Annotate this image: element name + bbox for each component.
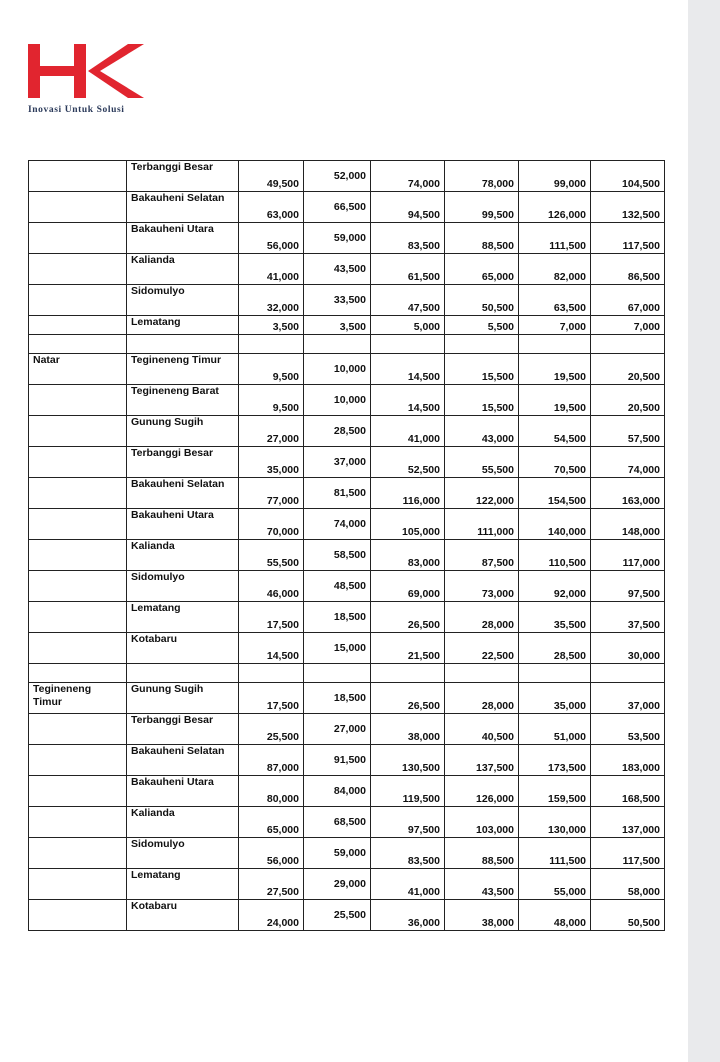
- tariff-value-cell: 78,000: [445, 161, 519, 192]
- tariff-value-cell: 20,500: [591, 354, 665, 385]
- tariff-value-cell: 37,000: [304, 447, 371, 478]
- destination-cell: Lematang: [127, 316, 239, 335]
- tariff-value-cell: 137,000: [591, 807, 665, 838]
- tariff-value-cell: 52,500: [371, 447, 445, 478]
- tariff-value-cell: 43,000: [445, 416, 519, 447]
- origin-cell: [29, 633, 127, 664]
- tariff-value-cell: 59,000: [304, 838, 371, 869]
- tariff-value-cell: 48,500: [304, 571, 371, 602]
- tariff-value-cell: 70,500: [519, 447, 591, 478]
- table-row: [29, 571, 665, 602]
- tariff-value-cell: 84,000: [304, 776, 371, 807]
- tariff-value-cell: 87,000: [239, 745, 304, 776]
- tariff-value-cell: 41,000: [371, 416, 445, 447]
- tariff-value-cell: 119,500: [371, 776, 445, 807]
- tariff-value-cell: 15,500: [445, 354, 519, 385]
- empty-cell: [591, 664, 665, 683]
- tariff-value-cell: 183,000: [591, 745, 665, 776]
- tariff-value-cell: 69,000: [371, 571, 445, 602]
- tariff-value-cell: 56,000: [239, 223, 304, 254]
- destination-cell: Terbanggi Besar: [127, 447, 239, 478]
- tariff-value-cell: 132,500: [591, 192, 665, 223]
- tariff-value-cell: 9,500: [239, 385, 304, 416]
- tariff-value-cell: 148,000: [591, 509, 665, 540]
- tariff-value-cell: 111,000: [445, 509, 519, 540]
- tariff-value-cell: 33,500: [304, 285, 371, 316]
- table-row: [29, 192, 665, 223]
- origin-cell: [29, 838, 127, 869]
- empty-cell: [304, 335, 371, 354]
- origin-cell: [29, 540, 127, 571]
- destination-cell: Gunung Sugih: [127, 416, 239, 447]
- empty-cell: [304, 664, 371, 683]
- origin-cell: [29, 869, 127, 900]
- origin-cell: [29, 285, 127, 316]
- tariff-value-cell: 103,000: [445, 807, 519, 838]
- destination-cell: Tegineneng Barat: [127, 385, 239, 416]
- tariff-value-cell: 26,500: [371, 602, 445, 633]
- tariff-value-cell: 126,000: [445, 776, 519, 807]
- tariff-value-cell: 111,500: [519, 838, 591, 869]
- tariff-value-cell: 81,500: [304, 478, 371, 509]
- tariff-value-cell: 140,000: [519, 509, 591, 540]
- empty-cell: [127, 335, 239, 354]
- origin-cell: [29, 478, 127, 509]
- tariff-value-cell: 55,500: [445, 447, 519, 478]
- destination-cell: Kalianda: [127, 540, 239, 571]
- tariff-value-cell: 66,500: [304, 192, 371, 223]
- table-row: [29, 745, 665, 776]
- tariff-value-cell: 47,500: [371, 285, 445, 316]
- destination-cell: Bakauheni Utara: [127, 223, 239, 254]
- tariff-value-cell: 117,500: [591, 838, 665, 869]
- tariff-value-cell: 3,500: [304, 316, 371, 335]
- tariff-value-cell: 159,500: [519, 776, 591, 807]
- tariff-value-cell: 18,500: [304, 602, 371, 633]
- tariff-value-cell: 41,000: [239, 254, 304, 285]
- tariff-value-cell: 22,500: [445, 633, 519, 664]
- empty-cell: [29, 664, 127, 683]
- group-spacer-row: [29, 664, 665, 683]
- tariff-value-cell: 14,500: [371, 385, 445, 416]
- tariff-value-cell: 19,500: [519, 385, 591, 416]
- table-row: [29, 254, 665, 285]
- table-row: [29, 807, 665, 838]
- tariff-value-cell: 99,000: [519, 161, 591, 192]
- destination-cell: Lematang: [127, 602, 239, 633]
- table-row: [29, 223, 665, 254]
- origin-cell: [29, 714, 127, 745]
- empty-cell: [371, 335, 445, 354]
- tariff-value-cell: 21,500: [371, 633, 445, 664]
- table-row: [29, 385, 665, 416]
- table-row: [29, 540, 665, 571]
- tariff-value-cell: 80,000: [239, 776, 304, 807]
- table-row: [29, 416, 665, 447]
- tariff-value-cell: 73,000: [445, 571, 519, 602]
- tariff-value-cell: 43,500: [445, 869, 519, 900]
- tariff-value-cell: 25,500: [304, 900, 371, 931]
- origin-cell: [29, 316, 127, 335]
- tariff-value-cell: 86,500: [591, 254, 665, 285]
- origin-cell: [29, 807, 127, 838]
- origin-cell: [29, 223, 127, 254]
- origin-cell: [29, 776, 127, 807]
- destination-cell: Terbanggi Besar: [127, 161, 239, 192]
- tariff-value-cell: 28,000: [445, 683, 519, 714]
- origin-cell: [29, 416, 127, 447]
- tariff-value-cell: 59,000: [304, 223, 371, 254]
- destination-cell: Kalianda: [127, 807, 239, 838]
- tariff-value-cell: 130,500: [371, 745, 445, 776]
- tariff-value-cell: 27,500: [239, 869, 304, 900]
- tariff-value-cell: 65,000: [239, 807, 304, 838]
- tariff-value-cell: 83,000: [371, 540, 445, 571]
- tariff-value-cell: 63,000: [239, 192, 304, 223]
- tariff-value-cell: 56,000: [239, 838, 304, 869]
- tariff-value-cell: 74,000: [371, 161, 445, 192]
- tariff-value-cell: 49,500: [239, 161, 304, 192]
- tariff-value-cell: 74,000: [304, 509, 371, 540]
- tariff-value-cell: 55,500: [239, 540, 304, 571]
- tariff-value-cell: 26,500: [371, 683, 445, 714]
- tariff-value-cell: 99,500: [445, 192, 519, 223]
- empty-cell: [445, 335, 519, 354]
- empty-cell: [127, 664, 239, 683]
- tariff-value-cell: 83,500: [371, 838, 445, 869]
- destination-cell: Bakauheni Utara: [127, 776, 239, 807]
- table-row: [29, 602, 665, 633]
- tariff-value-cell: 25,500: [239, 714, 304, 745]
- tariff-value-cell: 10,000: [304, 385, 371, 416]
- table-row: [29, 869, 665, 900]
- tariff-value-cell: 111,500: [519, 223, 591, 254]
- table-row: [29, 714, 665, 745]
- origin-cell: [29, 602, 127, 633]
- destination-cell: Lematang: [127, 869, 239, 900]
- destination-cell: Bakauheni Selatan: [127, 192, 239, 223]
- tariff-value-cell: 48,000: [519, 900, 591, 931]
- origin-cell: Natar: [29, 354, 127, 385]
- tariff-value-cell: 65,000: [445, 254, 519, 285]
- table-row: [29, 354, 665, 385]
- tariff-value-cell: 116,000: [371, 478, 445, 509]
- tariff-value-cell: 30,000: [591, 633, 665, 664]
- destination-cell: Kotabaru: [127, 900, 239, 931]
- tariff-value-cell: 67,000: [591, 285, 665, 316]
- tariff-value-cell: 88,500: [445, 838, 519, 869]
- tariff-value-cell: 168,500: [591, 776, 665, 807]
- table-row: [29, 776, 665, 807]
- table-row: [29, 285, 665, 316]
- destination-cell: Bakauheni Utara: [127, 509, 239, 540]
- tariff-value-cell: 97,500: [371, 807, 445, 838]
- tariff-value-cell: 58,500: [304, 540, 371, 571]
- tariff-value-cell: 94,500: [371, 192, 445, 223]
- origin-cell: [29, 447, 127, 478]
- table-row: [29, 161, 665, 192]
- tariff-value-cell: 38,000: [371, 714, 445, 745]
- empty-cell: [29, 335, 127, 354]
- tariff-value-cell: 15,000: [304, 633, 371, 664]
- tariff-value-cell: 10,000: [304, 354, 371, 385]
- tariff-value-cell: 28,500: [304, 416, 371, 447]
- tariff-value-cell: 55,000: [519, 869, 591, 900]
- table-row: [29, 316, 665, 335]
- tariff-value-cell: 14,500: [371, 354, 445, 385]
- destination-cell: Bakauheni Selatan: [127, 745, 239, 776]
- tariff-value-cell: 9,500: [239, 354, 304, 385]
- destination-cell: Bakauheni Selatan: [127, 478, 239, 509]
- tariff-value-cell: 38,000: [445, 900, 519, 931]
- empty-cell: [239, 664, 304, 683]
- tariff-value-cell: 14,500: [239, 633, 304, 664]
- tariff-value-cell: 7,000: [519, 316, 591, 335]
- tariff-value-cell: 137,500: [445, 745, 519, 776]
- tariff-value-cell: 37,500: [591, 602, 665, 633]
- destination-cell: Terbanggi Besar: [127, 714, 239, 745]
- table-row: [29, 838, 665, 869]
- table-row: [29, 683, 665, 714]
- origin-cell: [29, 571, 127, 602]
- table-row: [29, 900, 665, 931]
- tariff-value-cell: 117,000: [591, 540, 665, 571]
- toll-tariff-table: [28, 160, 665, 931]
- tariff-value-cell: 35,000: [519, 683, 591, 714]
- tariff-value-cell: 28,000: [445, 602, 519, 633]
- tariff-value-cell: 19,500: [519, 354, 591, 385]
- tariff-value-cell: 17,500: [239, 602, 304, 633]
- tariff-value-cell: 36,000: [371, 900, 445, 931]
- tariff-value-cell: 35,000: [239, 447, 304, 478]
- origin-cell: [29, 745, 127, 776]
- tariff-value-cell: 35,500: [519, 602, 591, 633]
- tariff-value-cell: 18,500: [304, 683, 371, 714]
- origin-cell: [29, 161, 127, 192]
- tariff-value-cell: 63,500: [519, 285, 591, 316]
- table-row: [29, 478, 665, 509]
- destination-cell: Kalianda: [127, 254, 239, 285]
- tariff-value-cell: 50,500: [445, 285, 519, 316]
- empty-cell: [445, 664, 519, 683]
- origin-cell: [29, 900, 127, 931]
- tariff-value-cell: 7,000: [591, 316, 665, 335]
- tariff-value-cell: 83,500: [371, 223, 445, 254]
- brand-tagline: Inovasi Untuk Solusi: [28, 105, 125, 115]
- tariff-value-cell: 5,000: [371, 316, 445, 335]
- tariff-value-cell: 43,500: [304, 254, 371, 285]
- table-row: [29, 633, 665, 664]
- origin-cell: [29, 385, 127, 416]
- tariff-value-cell: 50,500: [591, 900, 665, 931]
- tariff-value-cell: 92,000: [519, 571, 591, 602]
- destination-cell: Sidomulyo: [127, 571, 239, 602]
- table-row: [29, 447, 665, 478]
- tariff-value-cell: 82,000: [519, 254, 591, 285]
- tariff-value-cell: 3,500: [239, 316, 304, 335]
- tariff-value-cell: 24,000: [239, 900, 304, 931]
- empty-cell: [519, 335, 591, 354]
- tariff-value-cell: 41,000: [371, 869, 445, 900]
- tariff-value-cell: 20,500: [591, 385, 665, 416]
- tariff-value-cell: 53,500: [591, 714, 665, 745]
- destination-cell: Gunung Sugih: [127, 683, 239, 714]
- tariff-value-cell: 77,000: [239, 478, 304, 509]
- tariff-value-cell: 117,500: [591, 223, 665, 254]
- tariff-value-cell: 130,000: [519, 807, 591, 838]
- empty-cell: [519, 664, 591, 683]
- hk-logo: [28, 44, 144, 98]
- table-row: [29, 509, 665, 540]
- tariff-value-cell: 154,500: [519, 478, 591, 509]
- tariff-value-cell: 68,500: [304, 807, 371, 838]
- empty-cell: [591, 335, 665, 354]
- destination-cell: Tegineneng Timur: [127, 354, 239, 385]
- tariff-value-cell: 32,000: [239, 285, 304, 316]
- tariff-value-cell: 54,500: [519, 416, 591, 447]
- group-spacer-row: [29, 335, 665, 354]
- tariff-value-cell: 57,500: [591, 416, 665, 447]
- destination-cell: Sidomulyo: [127, 285, 239, 316]
- tariff-value-cell: 40,500: [445, 714, 519, 745]
- origin-cell: [29, 192, 127, 223]
- tariff-value-cell: 17,500: [239, 683, 304, 714]
- tariff-value-cell: 58,000: [591, 869, 665, 900]
- tariff-value-cell: 104,500: [591, 161, 665, 192]
- destination-cell: Sidomulyo: [127, 838, 239, 869]
- tariff-value-cell: 27,000: [239, 416, 304, 447]
- tariff-value-cell: 52,000: [304, 161, 371, 192]
- tariff-value-cell: 5,500: [445, 316, 519, 335]
- empty-cell: [371, 664, 445, 683]
- origin-cell: [29, 254, 127, 285]
- tariff-value-cell: 51,000: [519, 714, 591, 745]
- empty-cell: [239, 335, 304, 354]
- tariff-value-cell: 46,000: [239, 571, 304, 602]
- tariff-value-cell: 105,000: [371, 509, 445, 540]
- destination-cell: Kotabaru: [127, 633, 239, 664]
- tariff-value-cell: 70,000: [239, 509, 304, 540]
- tariff-value-cell: 91,500: [304, 745, 371, 776]
- tariff-value-cell: 88,500: [445, 223, 519, 254]
- origin-cell: [29, 509, 127, 540]
- tariff-value-cell: 37,000: [591, 683, 665, 714]
- tariff-value-cell: 61,500: [371, 254, 445, 285]
- origin-cell: Tegineneng Timur: [29, 683, 127, 714]
- tariff-value-cell: 110,500: [519, 540, 591, 571]
- tariff-value-cell: 173,500: [519, 745, 591, 776]
- tariff-value-cell: 27,000: [304, 714, 371, 745]
- tariff-value-cell: 28,500: [519, 633, 591, 664]
- tariff-value-cell: 29,000: [304, 869, 371, 900]
- tariff-value-cell: 126,000: [519, 192, 591, 223]
- tariff-value-cell: 87,500: [445, 540, 519, 571]
- tariff-value-cell: 163,000: [591, 478, 665, 509]
- tariff-value-cell: 15,500: [445, 385, 519, 416]
- tariff-value-cell: 97,500: [591, 571, 665, 602]
- tariff-value-cell: 122,000: [445, 478, 519, 509]
- tariff-value-cell: 74,000: [591, 447, 665, 478]
